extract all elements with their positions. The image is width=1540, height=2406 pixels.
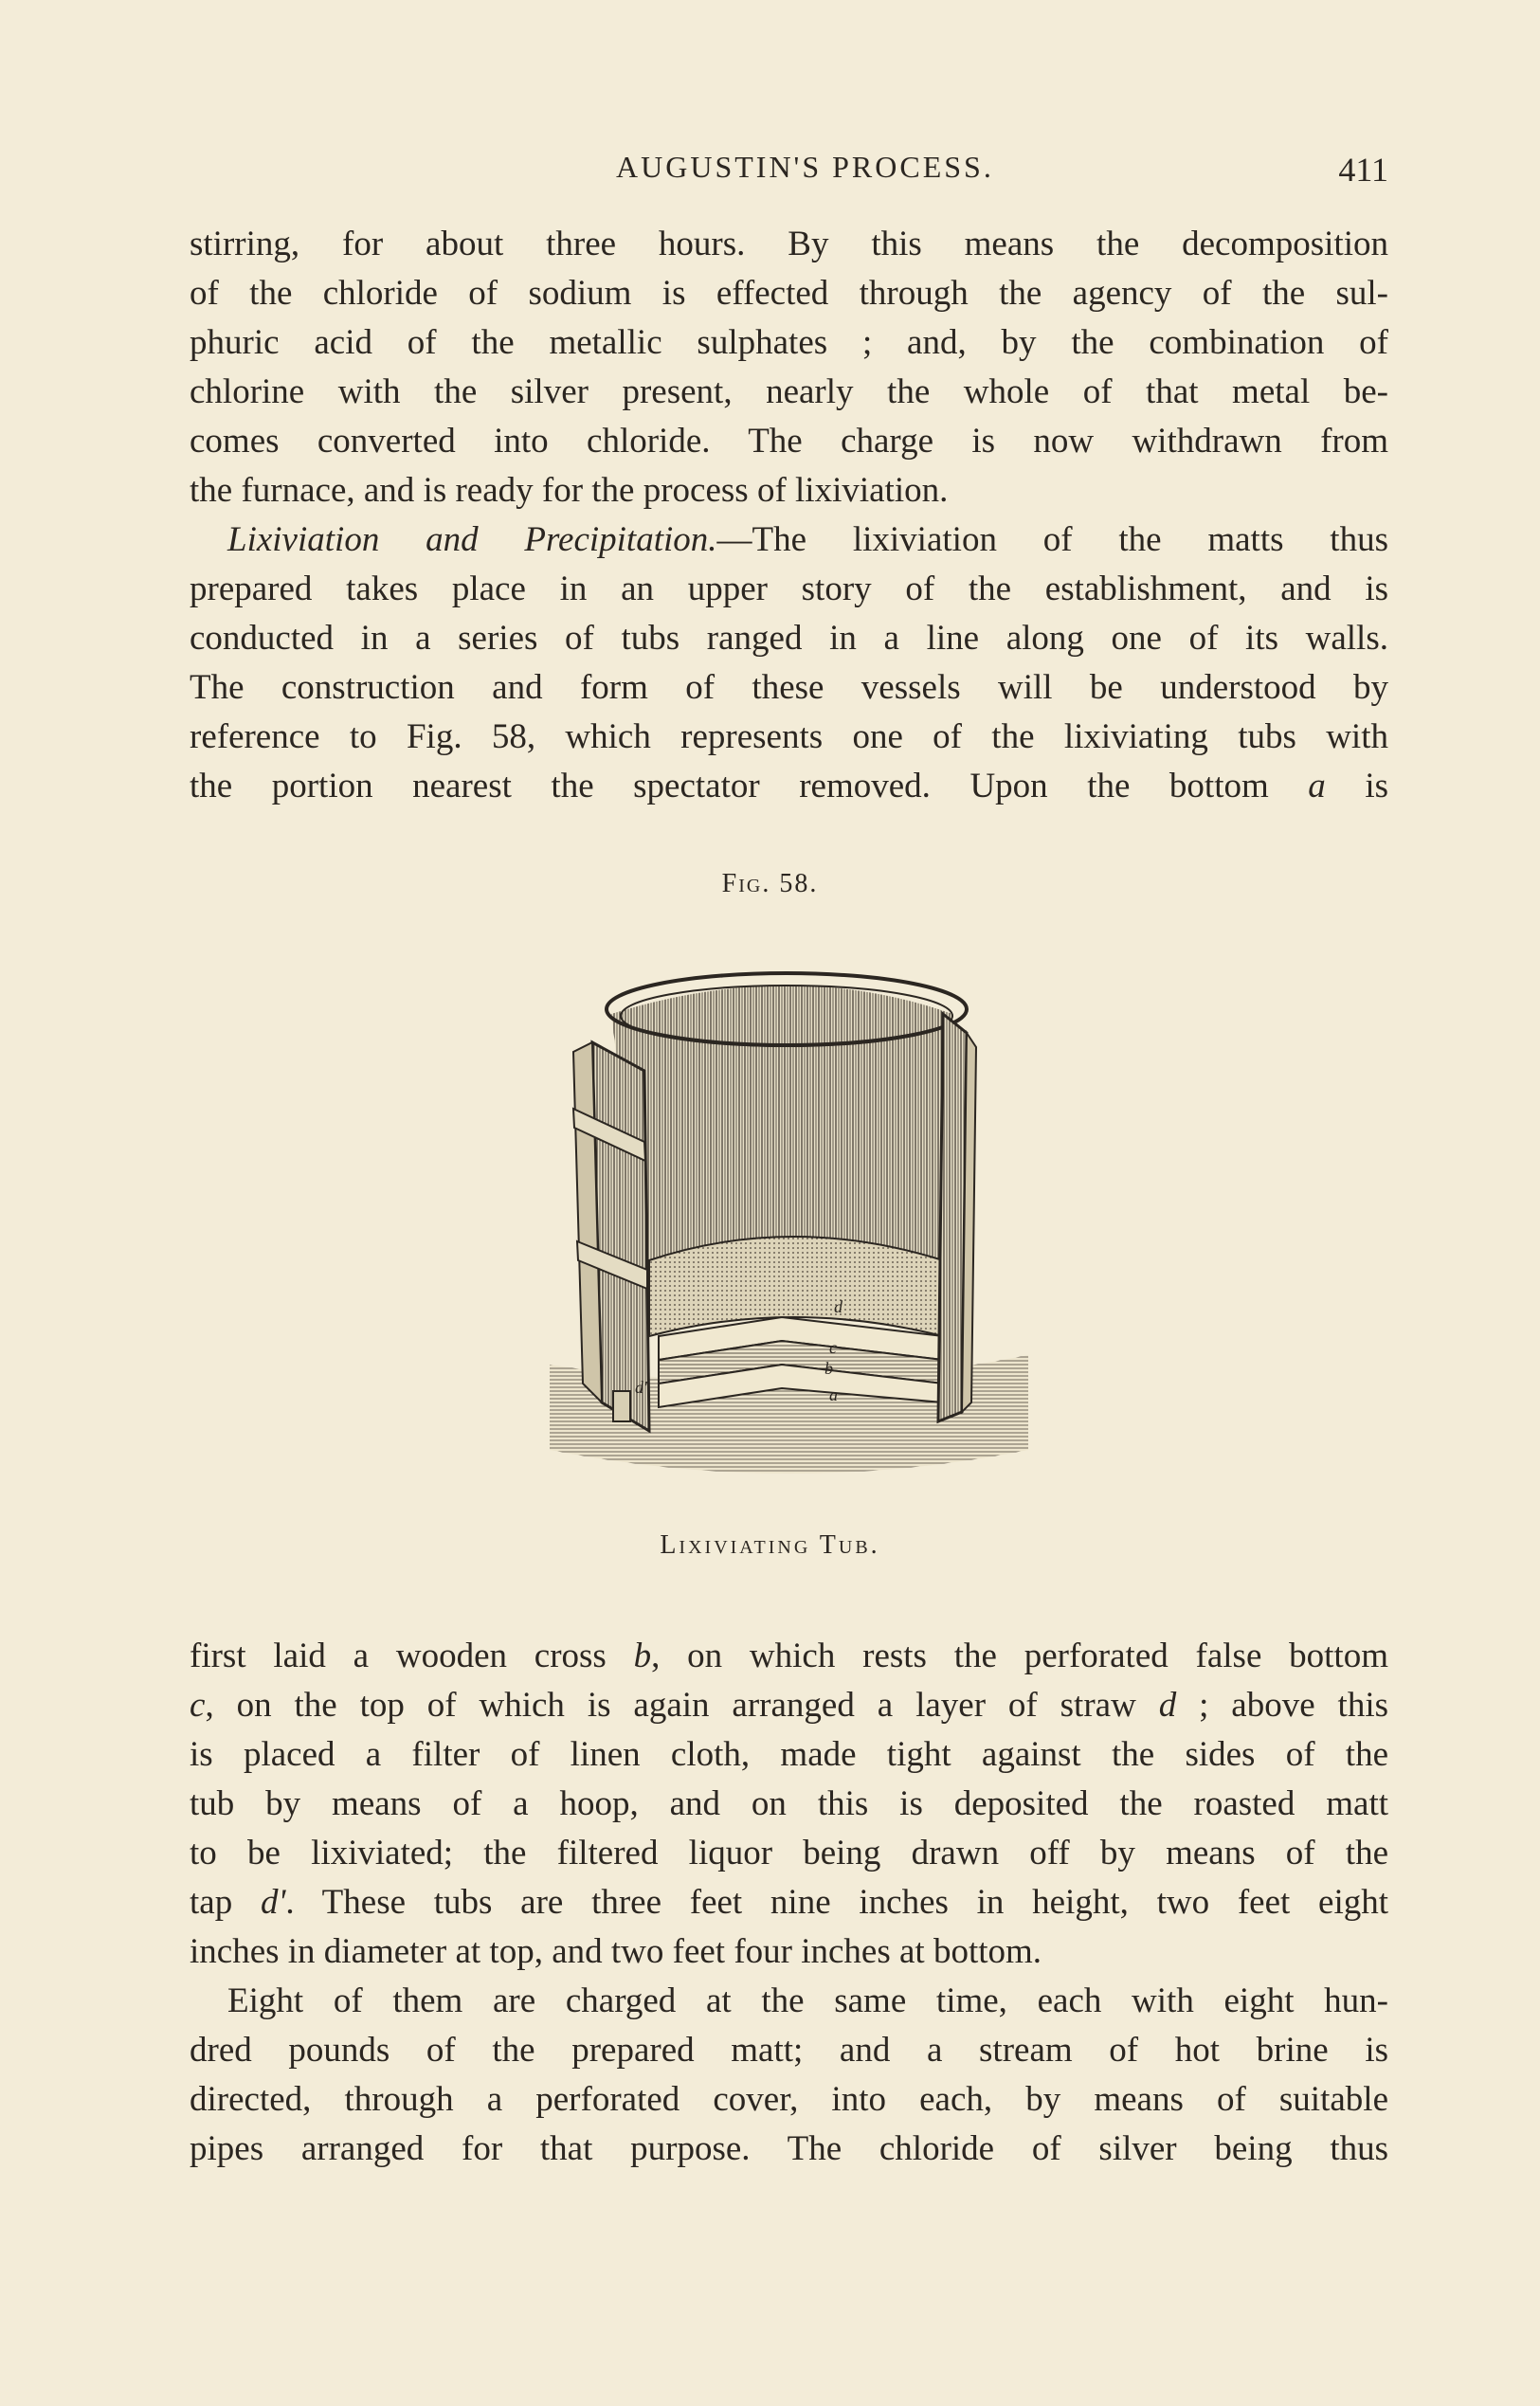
text-line: is placed a filter of linen cloth, made tight against the sides of the	[190, 1735, 1388, 1774]
figure-letter-ref: c	[190, 1686, 206, 1725]
text-line: to be lixiviated; the filtered liquor being drawn off by means of the	[190, 1834, 1388, 1872]
page-number: 411	[1338, 151, 1388, 189]
text-line	[190, 1681, 1388, 1730]
text-fragment: ; above this	[1176, 1686, 1388, 1725]
text-line: Eight of them are charged at the same time, each with eight hun-	[227, 1981, 1388, 2020]
text-line: reference to Fig. 58, which represents one of the lixiviating tubs with	[190, 717, 1388, 756]
text-line: chlorine with the silver present, nearly the whole of that metal be-	[190, 372, 1388, 411]
figure-letter-a: a	[829, 1385, 838, 1404]
running-title: AUGUSTIN'S PROCESS.	[616, 150, 994, 184]
paragraph-4	[190, 1977, 1388, 2174]
text-fragment: first laid a wooden cross	[190, 1637, 634, 1675]
paragraph-3	[190, 1632, 1388, 1977]
text-line: stirring, for about three hours. By this means the decomposition	[190, 225, 1388, 263]
text-line: prepared takes place in an upper story of the establishment, and is	[190, 570, 1388, 608]
figure-caption: Lixiviating Tub.	[660, 1530, 880, 1560]
text-line	[190, 762, 1388, 811]
text-line	[190, 516, 1388, 565]
text-line: directed, through a perforated cover, into each, by means of suitable	[190, 2080, 1388, 2119]
text-fragment: is	[1325, 767, 1389, 805]
text-line	[190, 1878, 1388, 1927]
text-line: dred pounds of the prepared matt; and a stream of hot brine is	[190, 2031, 1388, 2070]
text-fragment: the portion nearest the spectator removed. Upon the bottom	[190, 767, 1269, 805]
text-fragment: tap	[190, 1883, 261, 1922]
running-head	[190, 150, 1388, 188]
figure-letter-ref: d'	[260, 1883, 286, 1922]
paragraph-1	[190, 220, 1388, 516]
text-fragment: , on the top of which is again arranged a layer of straw	[205, 1686, 1159, 1725]
paragraph-2	[190, 516, 1388, 811]
figure-label: Fig. 58.	[721, 869, 819, 898]
text-line: The construction and form of these vessels will be understood by	[190, 668, 1388, 707]
text-line: tub by means of a hoop, and on this is deposited the roasted matt	[190, 1784, 1388, 1823]
figure-letter-d-prime: d'	[635, 1378, 647, 1397]
figure-letter-b: b	[824, 1359, 833, 1378]
figure-letter-ref: d	[1158, 1686, 1177, 1725]
text-line: pipes arranged for that purpose. The chloride of silver being thus	[190, 2129, 1388, 2168]
text-line: of the chloride of sodium is effected through the agency of the sul-	[190, 274, 1388, 313]
text-line: inches in diameter at top, and two feet four inches at bottom.	[190, 1932, 1042, 1971]
figure-letter-c: c	[829, 1338, 837, 1357]
section-heading: Lixiviation and Precipitation.	[227, 520, 717, 559]
text-line	[190, 1632, 1388, 1681]
text-fragment: —The lixiviation of the matts thus	[716, 520, 1388, 559]
figure-letter-ref: b	[633, 1637, 652, 1675]
figure-letter-d: d	[834, 1297, 842, 1316]
text-fragment: . These tubs are three feet nine inches in height, two feet eight	[285, 1883, 1388, 1922]
text-line: phuric acid of the metallic sulphates ; and, by the combination of	[190, 323, 1388, 362]
text-line: comes converted into chloride. The charge is now withdrawn from	[190, 422, 1388, 461]
lixiviating-tub-illustration	[545, 957, 1038, 1488]
text-line: the furnace, and is ready for the process of lixiviation.	[190, 471, 949, 510]
figure-letter-ref: a	[1308, 767, 1326, 805]
text-fragment: , on which rests the perforated false bottom	[651, 1637, 1388, 1675]
text-line: conducted in a series of tubs ranged in a line along one of its walls.	[190, 619, 1388, 658]
